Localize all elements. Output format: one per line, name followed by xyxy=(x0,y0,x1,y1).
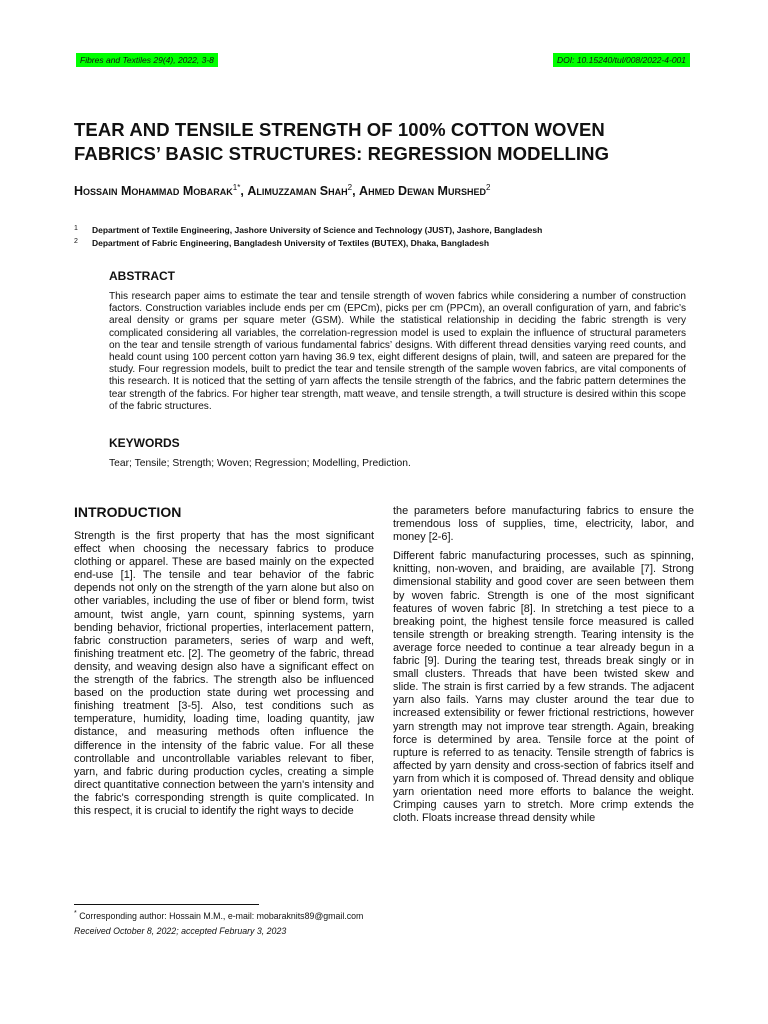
affiliations xyxy=(74,224,542,250)
footnote-text: Corresponding author: Hossain M.M., e-mail: mobaraknits89@gmail.com xyxy=(79,910,364,921)
introduction-heading: INTRODUCTION xyxy=(74,504,182,520)
keywords-heading: KEYWORDS xyxy=(109,436,180,450)
author-affil-mark: 1* xyxy=(232,183,241,192)
author-name: Alimuzzaman Shah xyxy=(247,184,348,199)
body-paragraph: Different fabric manufacturing processes, such as spinning, knitting, non-woven, and braiding, are available [7]. Strong dimensional stability and good cover are seen between them by woven fabric. Strength is one of the most significant features of woven fabric [8]. In stretching a test piece to a breaking point, the highest tensile force measured is called tensile strength or breaking strength. Tearing intensity is the average force needed to continue a tear already begun in a fabric [9]. During the tearing test, threads break singly or in small clusters. Threads that have been twisted skew and slide. The strain is first carried by a few strands. The adjacent yarn also fails. Yarns may cluster around the tear due to increased extensibility or fewer frictional restrictions, however yarn strength may not improve tear strength. Again, breaking force is determined by area. Tensile force at the point of rupture is referred to as tenacity. Tensile strength of fabrics is affected by yarn density and cross-section of fabrics itself and yarn from which it is composed of. Thread density and oblique yarn orientation need more efforts to balance the weight. Crimping causes yarn to stretch. More crimp extends the cloth. Floats increase thread density while xyxy=(393,550,694,825)
abstract-heading: ABSTRACT xyxy=(109,269,175,283)
affiliation-number: 2 xyxy=(74,238,78,245)
footnote-divider xyxy=(74,904,259,905)
author-affil-mark: 2 xyxy=(347,183,353,192)
affiliation-text: Department of Textile Engineering, Jashore University of Science and Technology (JUST), Jashore, Bangladesh xyxy=(92,225,543,235)
body-paragraph: Strength is the first property that has the most significant effect when choosing the necessary fabrics to produce clothing or apparel. These are based mainly on the expected end-use [1]. The tensile and tear behavior of the fabric depends not only on the strength of the yarn alone but also on other variables, including the use of fiber or blend form, twist amount, twist angle, yarn count, spinning systems, yarn bending behavior, frictional properties, interlacement pattern, fabric construction parameters, series of warp and weft, finishing treatment etc. [2]. The geometry of the fabric, thread density, and weaving design also have a significant effect on the strength of the fabrics. The strength also be influenced based on the production state during wet processing and finishing treatment [3-5]. Also, test conditions such as temperature, humidity, loading time, loading quantity, jaw distance, and measuring methods often influence the difference in the intensity of the fabric value. For all these controllable and uncontrollable variables relevant to fiber, yarn, and fabric during production cycles, creating a simple direct quantitative connection between the yarn's intensity and the fabric's corresponding strength is quite complicated. In this respect, it is crucial to identify the right ways to decide xyxy=(74,530,374,817)
affiliation-item xyxy=(74,237,542,250)
body-column-right xyxy=(393,505,694,831)
affiliation-number: 1 xyxy=(74,225,78,232)
keywords-text: Tear; Tensile; Strength; Woven; Regression; Modelling, Prediction. xyxy=(109,458,411,469)
paper-title: TEAR AND TENSILE STRENGTH OF 100% COTTON WOVEN FABRICS’ BASIC STRUCTURES: REGRESSION MODELLING xyxy=(74,119,610,164)
footnote xyxy=(74,910,363,921)
doi-link[interactable]: DOI: 10.15240/tul/008/2022-4-001 xyxy=(553,53,690,67)
affiliation-item xyxy=(74,224,542,237)
author-list: Hossain Mohammad Mobarak$^{1*}$, Alimuzzaman Shah$^2$, Ahmed Dewan Murshed$^2$ xyxy=(74,183,491,199)
abstract-text: This research paper aims to estimate the tear and tensile strength of woven fabrics while considering a number of construction factors. Construction variables include ends per cm (EPCm), picks per cm (PPCm), an overall configuration of yarn, and fabric’s areal density or grams per square meter (GSM). While the statistical relationship in deciding the fabric strength is very complicated considering all variables, the correlation-regression model is used to explain the influence of structural parameters on the tear and tensile strength of various fundamental fabrics’ designs. With different thread densities varying reed counts, and heald count using 100 percent cotton yarn having 36.9 tex, eight different designs of plain, twill, and sateen are prepared for the study. Four regression models, built to predict the tear and tensile strength of the sample woven fabrics, are vital components of this research. It is noticed that the setting of yarn affects the tensile strength of the fabrics, and the fabric pattern determines the tear strength of the fabrics. For higher tear strength, matt weave, and tensile strength, a twill structure is desired within this scope of the fabric structures. xyxy=(109,291,686,412)
author-affil-mark: 2 xyxy=(485,183,491,192)
author-name: Hossain Mohammad Mobarak xyxy=(74,184,233,199)
body-column-left xyxy=(74,530,374,818)
affiliation-text: Department of Fabric Engineering, Bangladesh University of Textiles (BUTEX), Dhaka, Bangladesh xyxy=(92,238,490,248)
author-name: Ahmed Dewan Murshed xyxy=(359,184,486,199)
footnote-mark: * xyxy=(74,910,77,917)
journal-citation: Fibres and Textiles 29(4), 2022, 3-8 xyxy=(76,53,218,67)
body-paragraph: the parameters before manufacturing fabrics to ensure the tremendous loss of supplies, time, electricity, labor, and money [2-6]. xyxy=(393,505,694,544)
received-dates: Received October 8, 2022; accepted February 3, 2023 xyxy=(74,926,287,936)
